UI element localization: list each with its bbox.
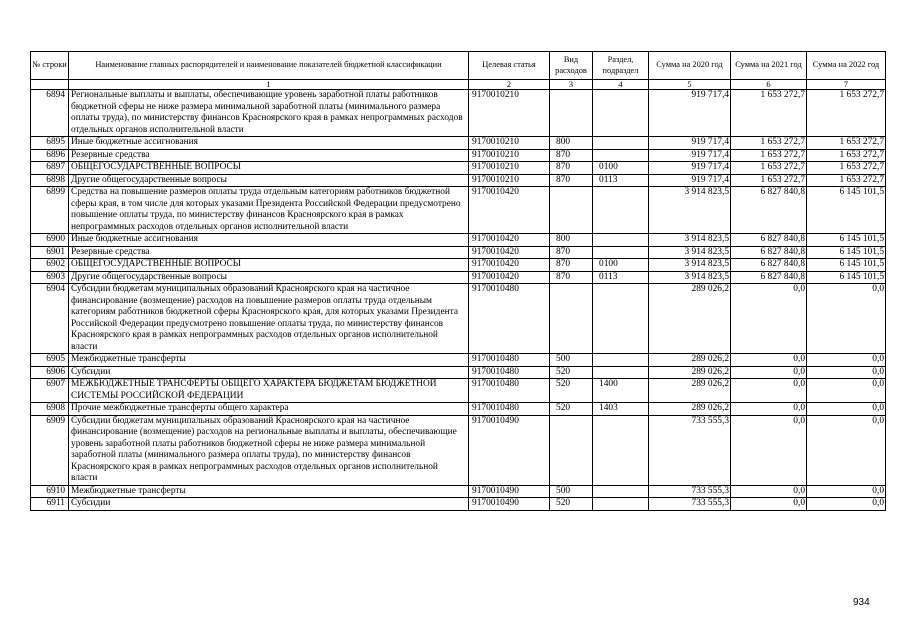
row-expense-type: 870 [550,259,593,272]
row-name: Резервные средства [69,246,469,259]
header-expense-type: Вид расходов [550,52,593,80]
table-row [31,485,886,498]
row-target-item: 9170010480 [469,354,550,367]
row-sum-2022: 1 653 272,7 [807,162,886,175]
row-sum-2021: 0,0 [731,403,807,416]
row-sum-2020: 919 717,4 [649,174,731,187]
row-section [593,246,649,259]
table-row [31,403,886,416]
row-expense-type: 520 [550,379,593,403]
column-index-row [31,80,886,90]
row-target-item: 9170010490 [469,415,550,485]
row-name: Средства на повышение размеров оплаты труда отдельным категориям работников бюджетной сферы края, в том числе для которых указами Президента Российской Федерации предусмотрено повышение оплаты труда, по министерству финансов Красноярского края в рамках непрограммных расходов отдельных органов исполнительной власти [69,187,469,234]
table-row [31,259,886,272]
header-sum-2020: Сумма на 2020 год [649,52,731,80]
row-target-item: 9170010490 [469,498,550,511]
row-target-item: 9170010480 [469,284,550,354]
row-number: 6908 [31,403,69,416]
row-sum-2021: 0,0 [731,415,807,485]
row-sum-2022: 0,0 [807,403,886,416]
row-section [593,234,649,247]
row-target-item: 9170010480 [469,366,550,379]
row-sum-2022: 0,0 [807,485,886,498]
row-target-item: 9170010210 [469,90,550,137]
row-name: Субсидии [69,498,469,511]
row-sum-2021: 0,0 [731,284,807,354]
row-name: Субсидии бюджетам муниципальных образований Красноярского края на частичное финансирование (возмещение) расходов на региональные выплаты и выплаты, обеспечивающие уровень заработной платы работников бюджетной сферы не ниже размера минимальной заработной платы (минимального размера оплаты труда), по министерству финансов Красноярского края в рамках непрограммных расходов отдельных органов исполнительной власти [69,415,469,485]
header-section: Раздел, подраздел [593,52,649,80]
row-expense-type [550,415,593,485]
table-row [31,498,886,511]
row-expense-type: 870 [550,149,593,162]
row-number: 6898 [31,174,69,187]
row-number: 6895 [31,137,69,150]
header-sum-2021: Сумма на 2021 год [731,52,807,80]
row-target-item: 9170010420 [469,271,550,284]
row-name: Субсидии [69,366,469,379]
row-target-item: 9170010480 [469,379,550,403]
row-section [593,90,649,137]
table-row [31,415,886,485]
row-sum-2022: 0,0 [807,379,886,403]
row-sum-2021: 6 827 840,8 [731,246,807,259]
row-expense-type: 500 [550,354,593,367]
row-target-item: 9170010210 [469,162,550,175]
row-name: Прочие межбюджетные трансферты общего характера [69,403,469,416]
table-row [31,366,886,379]
row-target-item: 9170010480 [469,403,550,416]
row-number: 6907 [31,379,69,403]
row-sum-2021: 6 827 840,8 [731,271,807,284]
row-sum-2021: 1 653 272,7 [731,90,807,137]
row-sum-2022: 0,0 [807,354,886,367]
row-expense-type: 800 [550,234,593,247]
row-number: 6900 [31,234,69,247]
row-number: 6903 [31,271,69,284]
column-index [31,80,69,90]
row-sum-2020: 3 914 823,5 [649,234,731,247]
row-sum-2020: 919 717,4 [649,90,731,137]
column-index: 5 [649,80,731,90]
row-section [593,366,649,379]
table-row [31,284,886,354]
row-sum-2020: 919 717,4 [649,137,731,150]
row-name: Другие общегосударственные вопросы [69,174,469,187]
header-sum-2022: Сумма на 2022 год [807,52,886,80]
row-sum-2021: 0,0 [731,354,807,367]
table-row [31,271,886,284]
row-target-item: 9170010210 [469,137,550,150]
row-expense-type: 870 [550,162,593,175]
row-sum-2021: 6 827 840,8 [731,187,807,234]
row-sum-2022: 6 145 101,5 [807,234,886,247]
row-sum-2020: 289 026,2 [649,403,731,416]
row-name: Резервные средства [69,149,469,162]
row-expense-type: 520 [550,403,593,416]
row-sum-2021: 0,0 [731,366,807,379]
row-sum-2022: 1 653 272,7 [807,149,886,162]
row-sum-2022: 1 653 272,7 [807,174,886,187]
row-name: ОБЩЕГОСУДАРСТВЕННЫЕ ВОПРОСЫ [69,259,469,272]
row-number: 6905 [31,354,69,367]
table-row [31,149,886,162]
row-expense-type: 500 [550,485,593,498]
row-sum-2020: 3 914 823,5 [649,246,731,259]
row-section [593,149,649,162]
row-sum-2021: 0,0 [731,485,807,498]
row-expense-type: 520 [550,366,593,379]
row-section [593,415,649,485]
row-number: 6910 [31,485,69,498]
column-index: 3 [550,80,593,90]
row-name: Региональные выплаты и выплаты, обеспечивающие уровень заработной платы работников бюджетной сферы не ниже размера минимальной заработной платы (минимального размера оплаты труда), по министерству финансов Красноярского края в рамках непрограммных расходов отдельных органов исполнительной власти [69,90,469,137]
row-sum-2021: 0,0 [731,379,807,403]
row-expense-type: 870 [550,271,593,284]
header-target-item: Целевая статья [469,52,550,80]
column-index: 1 [69,80,469,90]
header-row-number: № строки [31,52,69,80]
row-target-item: 9170010420 [469,187,550,234]
row-number: 6901 [31,246,69,259]
row-name: Межбюджетные трансферты [69,485,469,498]
row-name: Другие общегосударственные вопросы [69,271,469,284]
row-number: 6911 [31,498,69,511]
row-sum-2020: 289 026,2 [649,354,731,367]
row-sum-2022: 0,0 [807,498,886,511]
table-row [31,187,886,234]
row-name: Иные бюджетные ассигнования [69,137,469,150]
row-expense-type [550,284,593,354]
row-target-item: 9170010210 [469,174,550,187]
row-section [593,284,649,354]
row-number: 6896 [31,149,69,162]
table-row [31,246,886,259]
row-sum-2022: 6 145 101,5 [807,187,886,234]
row-sum-2021: 1 653 272,7 [731,137,807,150]
row-expense-type [550,90,593,137]
page-number: 934 [853,597,870,608]
row-target-item: 9170010210 [469,149,550,162]
row-sum-2021: 0,0 [731,498,807,511]
row-section: 0113 [593,174,649,187]
row-expense-type [550,187,593,234]
row-sum-2020: 919 717,4 [649,162,731,175]
row-sum-2022: 0,0 [807,366,886,379]
row-section [593,485,649,498]
row-sum-2022: 0,0 [807,284,886,354]
row-expense-type: 870 [550,246,593,259]
row-number: 6904 [31,284,69,354]
table-row [31,354,886,367]
row-number: 6902 [31,259,69,272]
row-number: 6909 [31,415,69,485]
row-sum-2022: 1 653 272,7 [807,137,886,150]
row-name: ОБЩЕГОСУДАРСТВЕННЫЕ ВОПРОСЫ [69,162,469,175]
column-index: 6 [731,80,807,90]
row-sum-2020: 733 555,3 [649,498,731,511]
table-row [31,379,886,403]
row-sum-2020: 919 717,4 [649,149,731,162]
row-name: Межбюджетные трансферты [69,354,469,367]
header-row [31,52,886,80]
row-number: 6906 [31,366,69,379]
row-sum-2021: 1 653 272,7 [731,162,807,175]
column-index: 2 [469,80,550,90]
row-sum-2020: 289 026,2 [649,366,731,379]
row-sum-2021: 6 827 840,8 [731,259,807,272]
row-sum-2021: 6 827 840,8 [731,234,807,247]
row-section [593,498,649,511]
row-target-item: 9170010490 [469,485,550,498]
row-section [593,187,649,234]
row-sum-2020: 733 555,3 [649,485,731,498]
row-sum-2022: 6 145 101,5 [807,271,886,284]
row-name: Иные бюджетные ассигнования [69,234,469,247]
row-sum-2022: 1 653 272,7 [807,90,886,137]
row-section [593,354,649,367]
row-section: 0100 [593,259,649,272]
row-section: 0100 [593,162,649,175]
row-expense-type: 520 [550,498,593,511]
budget-table [30,51,886,511]
row-name: МЕЖБЮДЖЕТНЫЕ ТРАНСФЕРТЫ ОБЩЕГО ХАРАКТЕРА БЮДЖЕТАМ БЮДЖЕТНОЙ СИСТЕМЫ РОССИЙСКОЙ ФЕДЕРАЦИИ [69,379,469,403]
row-section: 1400 [593,379,649,403]
row-section: 0113 [593,271,649,284]
row-sum-2020: 3 914 823,5 [649,271,731,284]
row-section [593,137,649,150]
row-target-item: 9170010420 [469,246,550,259]
row-number: 6894 [31,90,69,137]
row-sum-2020: 289 026,2 [649,284,731,354]
row-sum-2020: 733 555,3 [649,415,731,485]
row-section: 1403 [593,403,649,416]
column-index: 4 [593,80,649,90]
row-sum-2021: 1 653 272,7 [731,149,807,162]
row-target-item: 9170010420 [469,234,550,247]
row-sum-2021: 1 653 272,7 [731,174,807,187]
row-expense-type: 870 [550,174,593,187]
row-sum-2022: 0,0 [807,415,886,485]
row-sum-2020: 289 026,2 [649,379,731,403]
table-row [31,234,886,247]
row-sum-2022: 6 145 101,5 [807,259,886,272]
row-number: 6899 [31,187,69,234]
header-name: Наименование главных распорядителей и наименование показателей бюджетной классификации [69,52,469,80]
row-sum-2022: 6 145 101,5 [807,246,886,259]
row-sum-2020: 3 914 823,5 [649,259,731,272]
row-sum-2020: 3 914 823,5 [649,187,731,234]
table-row [31,90,886,137]
column-index: 7 [807,80,886,90]
table-row [31,174,886,187]
table-row [31,162,886,175]
row-name: Субсидии бюджетам муниципальных образований Красноярского края на частичное финансирование (возмещение) расходов на повышение размеров оплаты труда отдельным категориям работников бюджетной сферы Красноярского края, для которых указами Президента Российской Федерации предусмотрено повышение оплаты труда, по министерству финансов Красноярского края в рамках непрограммных расходов отдельных органов исполнительной власти [69,284,469,354]
table-body [31,90,886,511]
row-expense-type: 800 [550,137,593,150]
row-target-item: 9170010420 [469,259,550,272]
table-row [31,137,886,150]
row-number: 6897 [31,162,69,175]
